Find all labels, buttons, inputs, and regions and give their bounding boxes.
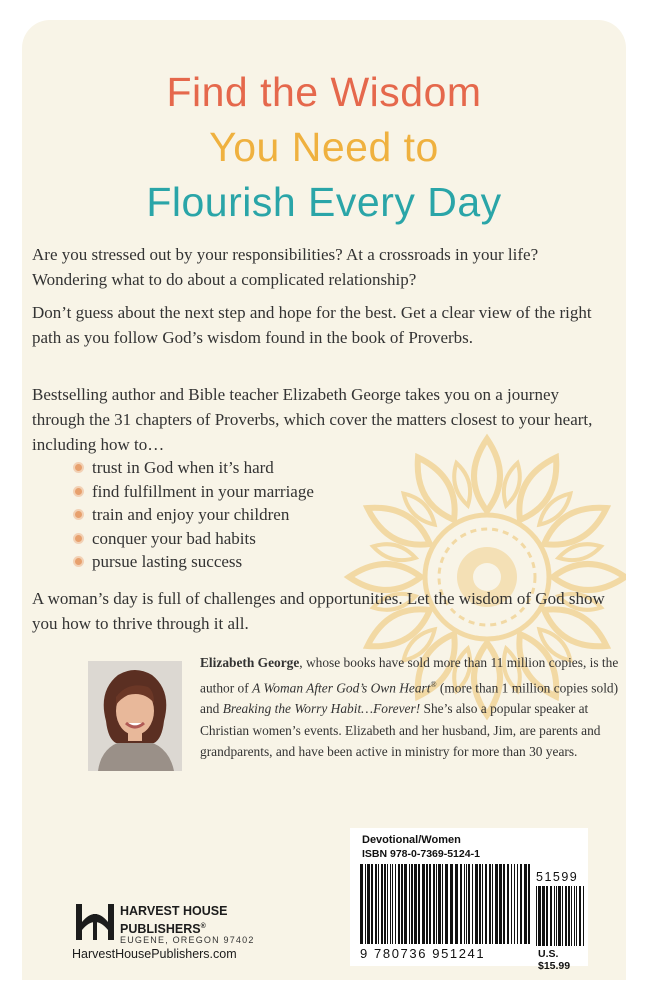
barcode-number: 9 780736 951241 bbox=[360, 946, 486, 961]
list-item: conquer your bad habits bbox=[92, 527, 314, 551]
author-name: Elizabeth George bbox=[200, 655, 300, 670]
barcode-block bbox=[350, 828, 588, 972]
book-back-cover bbox=[22, 20, 626, 980]
headline-line-3: Flourish Every Day bbox=[146, 179, 502, 225]
list-item: pursue lasting success bbox=[92, 550, 314, 574]
publisher-url: HarvestHousePublishers.com bbox=[72, 947, 237, 961]
author-photo bbox=[88, 661, 182, 771]
barcode-supplement-icon bbox=[536, 886, 584, 946]
bullet-icon bbox=[75, 511, 82, 518]
price-label: U.S. $15.99 bbox=[538, 948, 571, 972]
guidance-paragraph: Don’t guess about the next step and hope for the best. Get a clear view of the right path as you follow God’s wisdom found in the book of Proverbs. bbox=[32, 303, 592, 347]
intro-paragraph: Are you stressed out by your responsibilities? At a crossroads in your life? Wondering what to do about a complicated relationship? bbox=[32, 245, 539, 289]
isbn-label: ISBN 978-0-7369-5124-1 bbox=[362, 848, 480, 860]
harvest-house-logo-icon bbox=[74, 900, 116, 944]
publisher-name: HARVEST HOUSE bbox=[120, 904, 228, 918]
bullet-icon bbox=[75, 558, 82, 565]
publisher-city: EUGENE, OREGON 97402 bbox=[120, 935, 255, 945]
bullet-icon bbox=[75, 464, 82, 471]
author-bio: Elizabeth George, whose books have sold more than 11 million copies, is the author of A Woman After God’s Own Heart® (more than 1 million copies sold) and Breaking the Worry Habit…Forever! She’s also a popular speaker at Christian women’s events. Elizabeth and her husband, Jim, are parents and grandparents, and have been active in ministry for more than 30 years. bbox=[200, 655, 619, 760]
category-label: Devotional/Women bbox=[362, 834, 461, 846]
list-item: train and enjoy your children bbox=[92, 503, 314, 527]
barcode-icon bbox=[360, 864, 530, 946]
closing-paragraph: A woman’s day is full of challenges and opportunities. Let the wisdom of God show you how to thrive through it all. bbox=[32, 589, 605, 633]
journey-paragraph: Bestselling author and Bible teacher Elizabeth George takes you on a journey through the 31 chapters of Proverbs, which cover the matters closest to your heart, including how to… bbox=[32, 385, 593, 454]
headline-line-2: You Need to bbox=[209, 124, 439, 170]
headline-line-1: Find the Wisdom bbox=[166, 69, 482, 115]
publisher-name-2: PUBLISHERS® bbox=[120, 922, 206, 937]
book-title: A Woman After God’s Own Heart bbox=[252, 679, 431, 695]
topics-list bbox=[92, 456, 314, 574]
book-title: Breaking the Worry Habit…Forever! bbox=[222, 701, 421, 717]
list-item: trust in God when it’s hard bbox=[92, 456, 314, 480]
list-item: find fulfillment in your marriage bbox=[92, 480, 314, 504]
barcode-supplement-number: 51599 bbox=[536, 870, 579, 884]
bullet-icon bbox=[75, 488, 82, 495]
bullet-icon bbox=[75, 535, 82, 542]
